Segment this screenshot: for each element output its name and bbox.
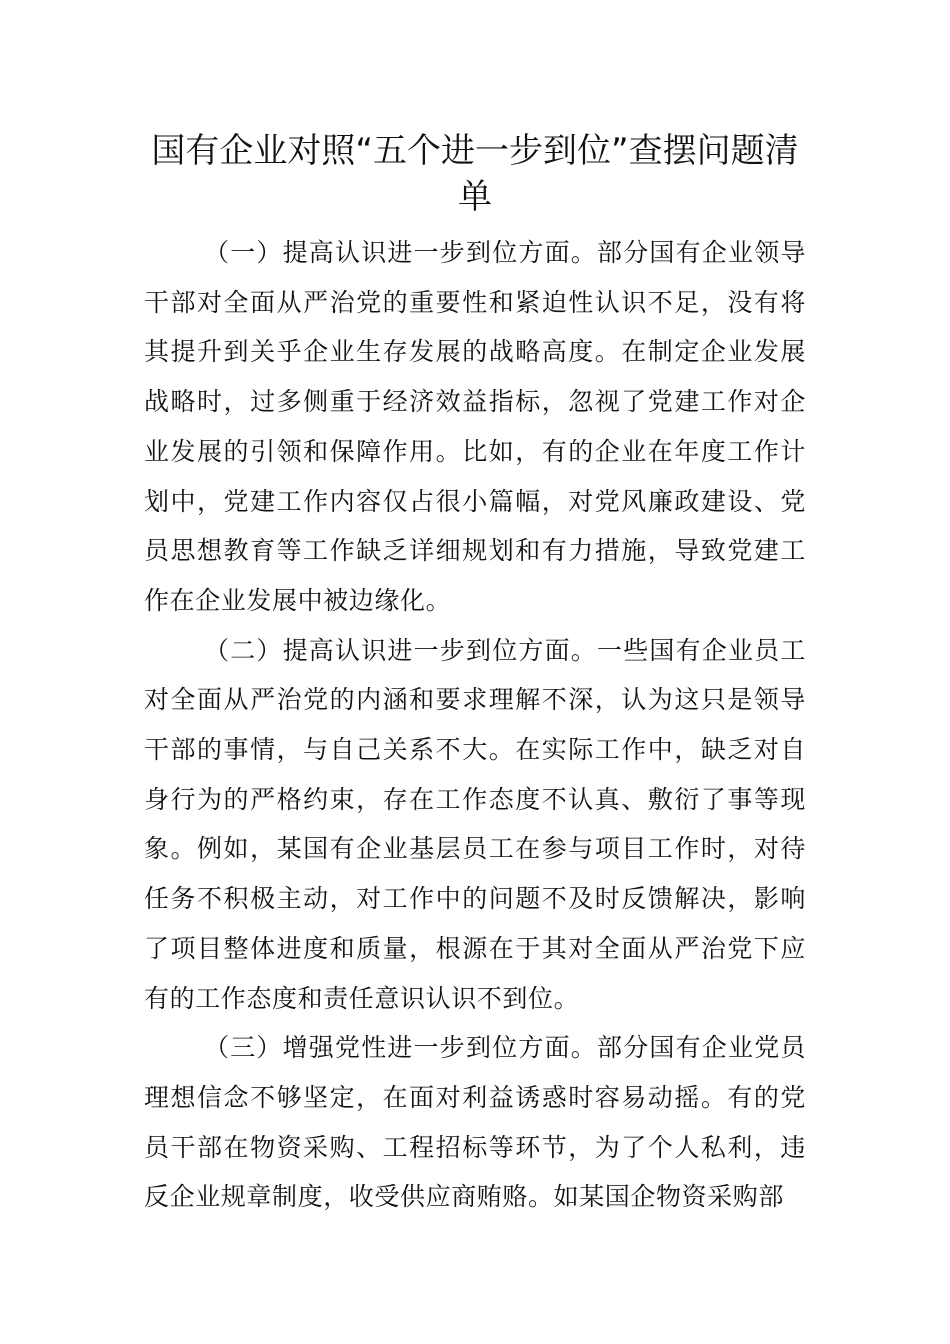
- document-body: [144, 228, 806, 1222]
- paragraph-1: （一）提高认识进一步到位方面。部分国有企业领导干部对全面从严治党的重要性和紧迫性认识不足，没有将其提升到关乎企业生存发展的战略高度。在制定企业发展战略时，过多侧重于经济效益指标，忽视了党建工作对企业发展的引领和保障作用。比如，有的企业在年度工作计划中，党建工作内容仅占很小篇幅，对党风廉政建设、党员思想教育等工作缺乏详细规划和有力措施，导致党建工作在企业发展中被边缘化。: [144, 238, 806, 615]
- paragraph-3: （三）增强党性进一步到位方面。部分国有企业党员理想信念不够坚定，在面对利益诱惑时容易动摇。有的党员干部在物资采购、工程招标等环节，为了个人私利，违反企业规章制度，收受供应商贿赂。如某国企物资采购部: [144, 1033, 806, 1212]
- paragraph-2: （二）提高认识进一步到位方面。一些国有企业员工对全面从严治党的内涵和要求理解不深，认为这只是领导干部的事情，与自己关系不大。在实际工作中，缺乏对自身行为的严格约束，存在工作态度不认真、敷衍了事等现象。例如，某国有企业基层员工在参与项目工作时，对待任务不积极主动，对工作中的问题不及时反馈解决，影响了项目整体进度和质量，根源在于其对全面从严治党下应有的工作态度和责任意识认识不到位。: [144, 635, 806, 1013]
- document-title: 国有企业对照“五个进一步到位”查摆问题清单: [151, 131, 799, 217]
